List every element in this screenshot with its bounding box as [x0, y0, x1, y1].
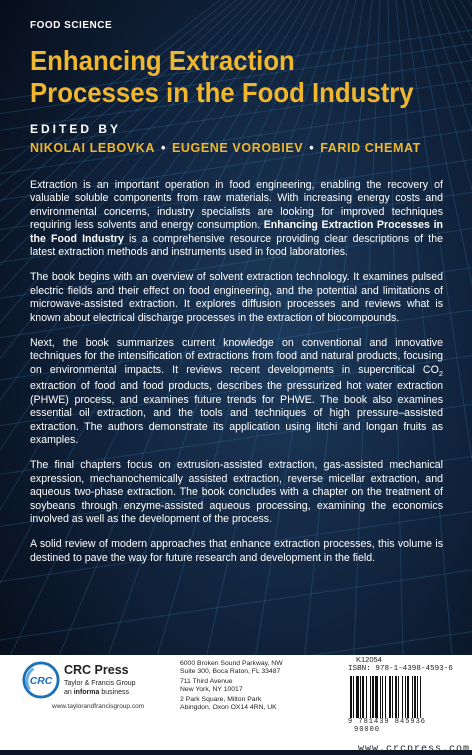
barcode-number: 9 781439 845936 90000: [348, 718, 427, 734]
barcode-icon: [348, 676, 458, 718]
paragraph: The book begins with an overview of solvent extraction technology. It examines pulsed electric fields and their effect on food engineering, and the potential and limitations of microwave-assisted extraction. It explores diffusion processes and reviews what is known about electrical discharge processes in the extraction of biocompounds.: [30, 271, 443, 324]
paragraph: A solid review of modern approaches that enhance extraction processes, this volume is destined to pave the way for future research and development in the field.: [30, 538, 443, 564]
address-line: Abingdon, Oxon OX14 4RN, UK: [180, 704, 277, 712]
separator: •: [309, 141, 315, 155]
separator: •: [160, 141, 166, 155]
text: Next, the book summarizes current knowledge on conventional and innovative techniques for the intensification of extractions from food and natural products, focusing on environmental impacts. It reviews recent developments in supercritical CO: [30, 337, 443, 376]
publisher-name: CRC Press: [64, 663, 129, 677]
address-line: 6000 Broken Sound Parkway, NW: [180, 660, 283, 667]
barcode-area: [348, 665, 458, 743]
description: [30, 179, 443, 577]
product-code: K12054: [356, 655, 382, 664]
paragraph: [30, 337, 443, 447]
address-line: 2 Park Square, Milton Park: [180, 695, 262, 703]
crcpress-url-link[interactable]: www.crcpress.com: [358, 744, 471, 755]
back-cover-footer: [0, 655, 472, 755]
editor-name: NIKOLAI LEBOVKA: [30, 141, 155, 155]
informa-line: an informa business: [64, 688, 129, 696]
address-line: 711 Third Avenue: [180, 677, 233, 685]
edited-by-label: EDITED BY: [30, 122, 122, 136]
text: extraction of food and food products, describes the pressurized hot water extraction (PHWE) process, and examines future trends for PHWE. The book also examines essential oil extraction, and the tools and techniques of high pressure–assisted extraction. The authors demonstrate its application using litchi and longan fruits as examples.: [30, 380, 443, 447]
publisher-group: [64, 680, 136, 697]
editor-name: EUGENE VOROBIEV: [171, 141, 304, 155]
publisher-website-link[interactable]: www.taylorandfrancisgroup.com: [52, 703, 145, 710]
paragraph: [30, 179, 443, 259]
text: is a comprehensive resource providing clear descriptions of the latest extraction methods and instruments used in food laboratories.: [30, 232, 443, 259]
editor-name: FARID CHEMAT: [320, 141, 421, 155]
paragraph: The final chapters focus on extrusion-assisted extraction, gas-assisted mechanical expression, mechanochemically assisted extraction, reverse micellar extraction, and aqueous two-phase extraction. The book concludes with a chapter on the treatment of soybeans through enzyme-assisted aqueous processing, examining the economics involved as well as the development of the process.: [30, 459, 443, 526]
logo-text: CRC: [29, 675, 53, 687]
book-title: Enhancing Extraction Processes in the Food Industry: [30, 45, 414, 108]
address-line: Suite 300, Boca Raton, FL 33487: [180, 668, 281, 676]
crc-logo-icon: [22, 661, 60, 699]
publisher-address: [180, 660, 305, 712]
editors-line: [30, 141, 421, 155]
text: Extraction is an important operation in food engineering, enabling the recovery of valuable soluble components from raw materials. With increasing energy costs and environmental concerns, industry specialists are looking for improved techniques requiring less solvents and energy consumption.: [30, 179, 443, 232]
isbn-text: ISBN: 978-1-4398-4593-6: [348, 665, 453, 673]
address-line: New York, NY 10017: [180, 686, 243, 694]
series-label: FOOD SCIENCE: [30, 20, 113, 31]
subscript: 2: [438, 368, 443, 378]
group-line: Taylor & Francis Group: [64, 680, 136, 687]
bold-title: Enhancing Extraction Processes in the Food Industry: [30, 219, 443, 245]
